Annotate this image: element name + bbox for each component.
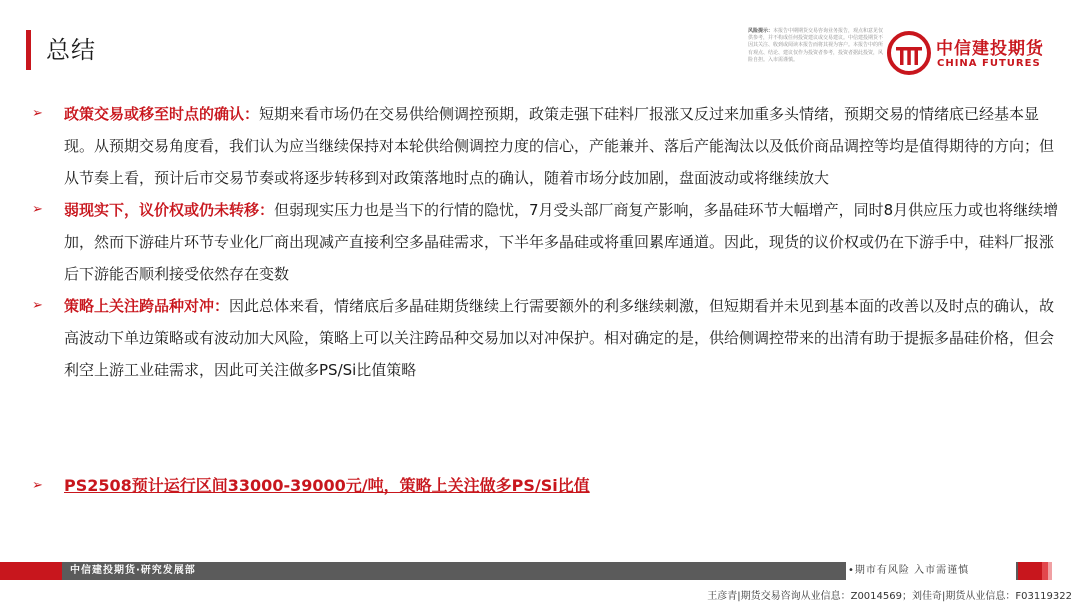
summary-point-1 — [32, 98, 1062, 194]
company-logo — [886, 30, 1076, 76]
analyst-credentials: 王彦青|期货交易咨询从业信息：Z0014569；刘佳奇|期货从业信息：F03119322 — [707, 591, 1072, 602]
arrow-right-icon: ➢ — [32, 106, 43, 121]
summary-point-3 — [32, 290, 1062, 386]
conclusion-paragraph — [32, 470, 1062, 502]
arrow-right-icon: ➢ — [32, 202, 43, 217]
conclusion-line — [32, 470, 1062, 502]
summary-content — [32, 98, 1062, 386]
summary-point-2 — [32, 194, 1062, 290]
point-heading: 策略上关注跨品种对冲： — [64, 297, 230, 315]
risk-disclaimer — [748, 28, 886, 64]
footer-accent-left — [0, 562, 62, 580]
footer-slogan: •期市有风险 入市需谨慎 — [848, 565, 970, 576]
disclaimer-label: 风险提示： — [748, 28, 774, 34]
point-body: 但弱现实压力也是当下的行情的隐忧，7月受头部厂商复产影响，多晶硅环节大幅增产，同时8月供应压力或也将继续增加，然而下游硅片环节专业化厂商出现减产直接利空多晶硅需求，下半年多晶硅或将重回累库通道。因此，现货的议价权或仍在下游手中，硅料厂报涨后下游能否顺利接受依然存在变数 — [64, 201, 1059, 283]
disclaimer-text: 本报告中期期货交易咨询业务报告，观点和意见仅供参考，并不构成任何投资建议或交易建议。中信建投期货不因其关注、收到或阅读本报告而将其视为客户。本报告中的所有观点、结论、建议仅作为投资者参考，投资者据此投资，风险自担。入市需谨慎。 — [748, 28, 884, 63]
point-body: 因此总体来看，情绪底后多晶硅期货继续上行需要额外的利多继续刺激，但短期看并未见到基本面的改善以及时点的确认，故高波动下单边策略或有波动加大风险，策略上可以关注跨品种交易加以对冲保护。相对确定的是，供给侧调控带来的出清有助于提振多晶硅价格，但会利空上游工业硅需求，因此可关注做多PS/Si比值策略 — [64, 297, 1055, 379]
point-body: 短期来看市场仍在交易供给侧调控预期，政策走强下硅料厂报涨又反过来加重多头情绪，预期交易的情绪底已经基本显现。从预期交易角度看，我们认为应当继续保持对本轮供给侧调控力度的信心，产能兼并、落后产能淘汰以及低价商品调控等均是值得期待的方向；但从节奏上看，预计后市交易节奏或将逐步转移到对政策落地时点的确认，随着市场分歧加剧，盘面波动或将继续放大 — [64, 105, 1055, 187]
arrow-right-icon: ➢ — [32, 298, 43, 313]
logo-name-cn: 中信建投期货 — [936, 39, 1044, 59]
footer-department: 中信建投期货·研究发展部 — [70, 565, 196, 576]
citic-logo-icon — [886, 30, 932, 76]
footer-accent-right — [1018, 562, 1042, 580]
footer-accent-end — [1052, 562, 1080, 580]
title-accent-bar — [26, 30, 31, 70]
conclusion-text: PS2508预计运行区间33000-39000元/吨，策略上关注做多PS/Si比值 — [64, 476, 590, 495]
page-title: 总结 — [46, 36, 96, 64]
arrow-right-icon: ➢ — [32, 478, 43, 493]
point-heading: 政策交易或移至时点的确认： — [64, 105, 260, 123]
logo-name-en: CHINA FUTURES — [937, 58, 1041, 69]
point-heading: 弱现实下，议价权或仍未转移： — [64, 201, 275, 219]
